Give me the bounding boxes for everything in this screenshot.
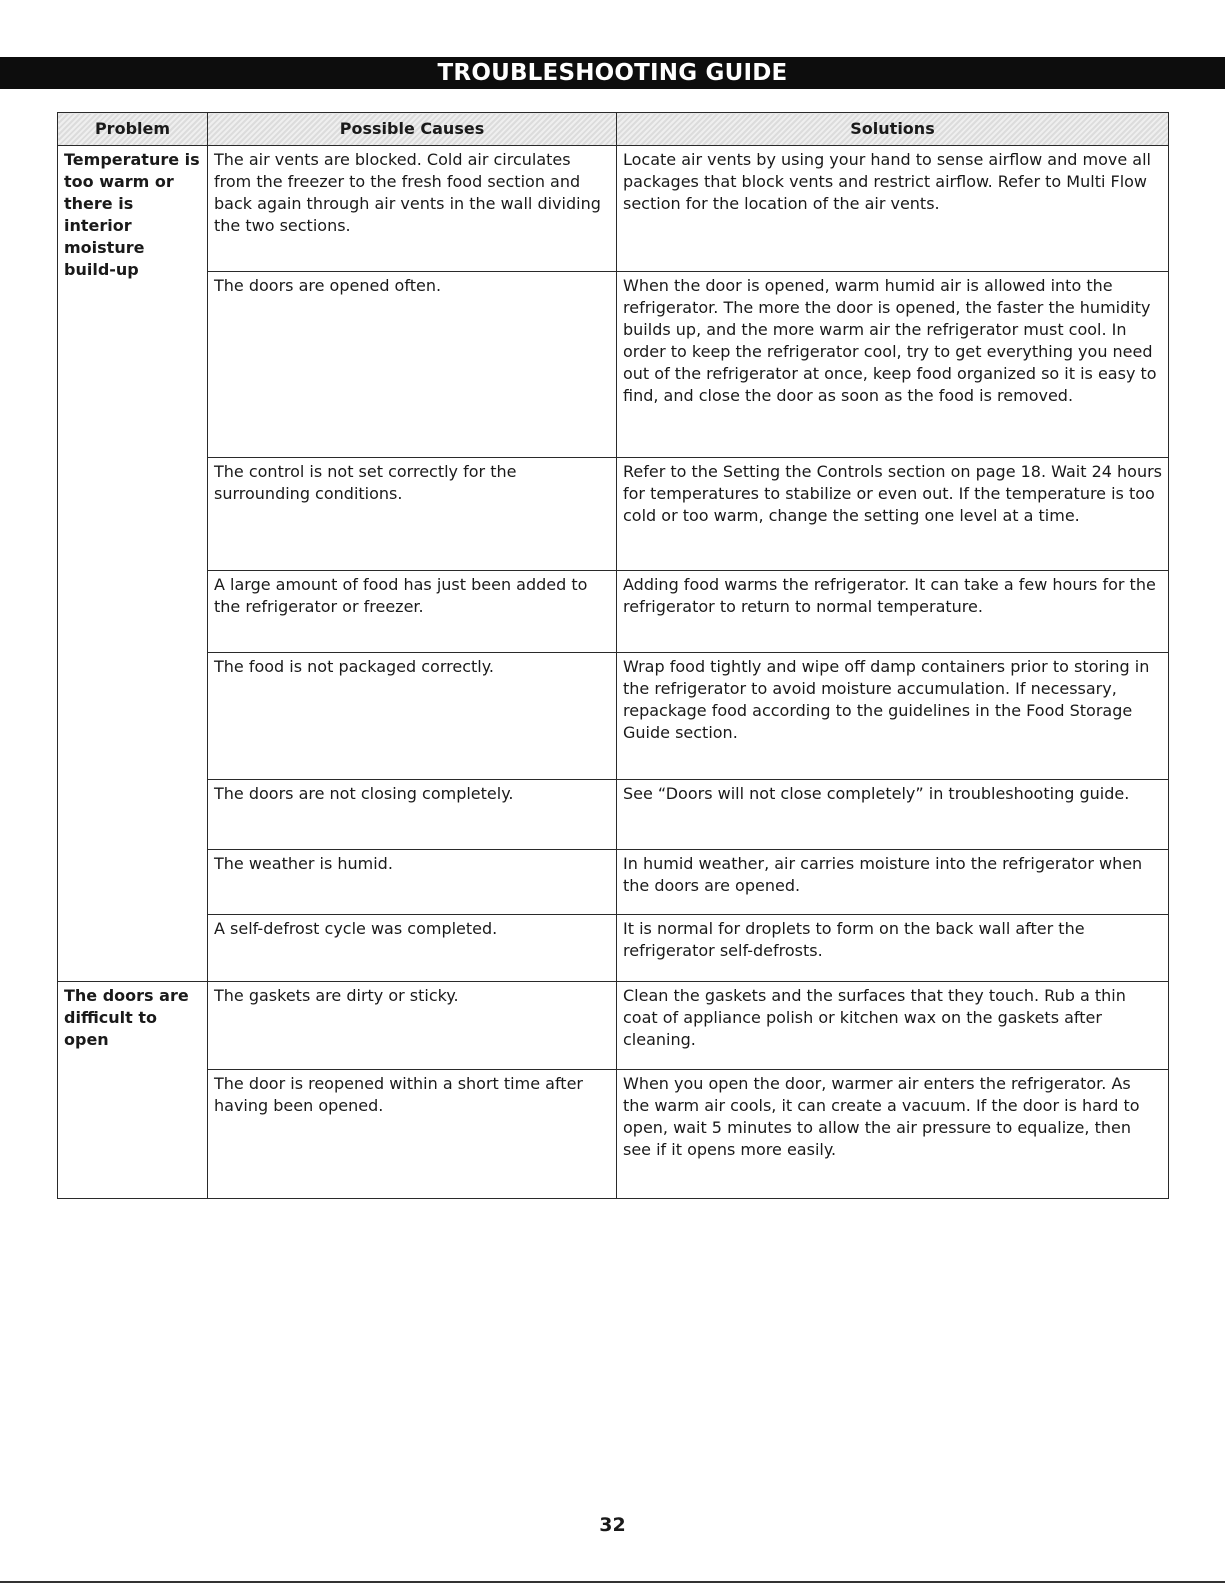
table-row [58,915,1169,982]
table-row [58,458,1169,571]
table-row [58,780,1169,850]
cause-cell: The doors are opened often. [208,272,617,458]
solution-cell: When the door is opened, warm humid air is allowed into the refrigerator. The more the door is opened, the faster the humidity builds up, and the more warm air the refrigerator must cool. In order to keep the refrigerator cool, try to get everything you need out of the refrigerator at once, keep food organized so it is easy to find, and close the door as soon as the food is removed. [617,272,1169,458]
solution-cell: Adding food warms the refrigerator. It can take a few hours for the refrigerator to return to normal temperature. [617,571,1169,653]
cause-cell: A self-defrost cycle was completed. [208,915,617,982]
solution-cell: Wrap food tightly and wipe off damp containers prior to storing in the refrigerator to avoid moisture accumulation. If necessary, repackage food according to the guidelines in the Food Storage Guide section. [617,653,1169,780]
table-row [58,850,1169,915]
cause-cell: The control is not set correctly for the surrounding conditions. [208,458,617,571]
solution-cell: Refer to the Setting the Controls section on page 18. Wait 24 hours for temperatures to stabilize or even out. If the temperature is too cold or too warm, change the setting one level at a time. [617,458,1169,571]
solution-cell: In humid weather, air carries moisture into the refrigerator when the doors are opened. [617,850,1169,915]
cause-cell: The doors are not closing completely. [208,780,617,850]
table-header-row [58,113,1169,146]
solution-cell: Locate air vents by using your hand to sense airflow and move all packages that block vents and restrict airflow. Refer to Multi Flow section for the location of the air vents. [617,146,1169,272]
cause-cell: A large amount of food has just been added to the refrigerator or freezer. [208,571,617,653]
table-row [58,272,1169,458]
cause-cell: The door is reopened within a short time after having been opened. [208,1070,617,1199]
solution-cell: When you open the door, warmer air enters the refrigerator. As the warm air cools, it can create a vacuum. If the door is hard to open, wait 5 minutes to allow the air pressure to equalize, then see if it opens more easily. [617,1070,1169,1199]
bottom-divider [0,1581,1225,1583]
page-number: 32 [599,1514,626,1536]
solution-cell: See “Doors will not close completely” in troubleshooting guide. [617,780,1169,850]
header-problem: Problem [58,113,208,146]
table-row [58,146,1169,272]
header-solutions: Solutions [617,113,1169,146]
cause-cell: The gaskets are dirty or sticky. [208,982,617,1070]
table-row [58,1070,1169,1199]
table-row [58,571,1169,653]
cause-cell: The food is not packaged correctly. [208,653,617,780]
page-banner-title: TROUBLESHOOTING GUIDE [0,57,1225,89]
problem-temperature-too-warm: Temperature is too warm or there is interior moisture build-up [58,146,208,982]
solution-cell: It is normal for droplets to form on the back wall after the refrigerator self-defrosts. [617,915,1169,982]
troubleshooting-table [57,112,1169,1199]
problem-doors-difficult-to-open: The doors are difficult to open [58,982,208,1199]
cause-cell: The weather is humid. [208,850,617,915]
table-row [58,653,1169,780]
solution-cell: Clean the gaskets and the surfaces that they touch. Rub a thin coat of appliance polish or kitchen wax on the gaskets after cleaning. [617,982,1169,1070]
header-possible-causes: Possible Causes [208,113,617,146]
cause-cell: The air vents are blocked. Cold air circulates from the freezer to the fresh food section and back again through air vents in the wall dividing the two sections. [208,146,617,272]
table-row [58,982,1169,1070]
